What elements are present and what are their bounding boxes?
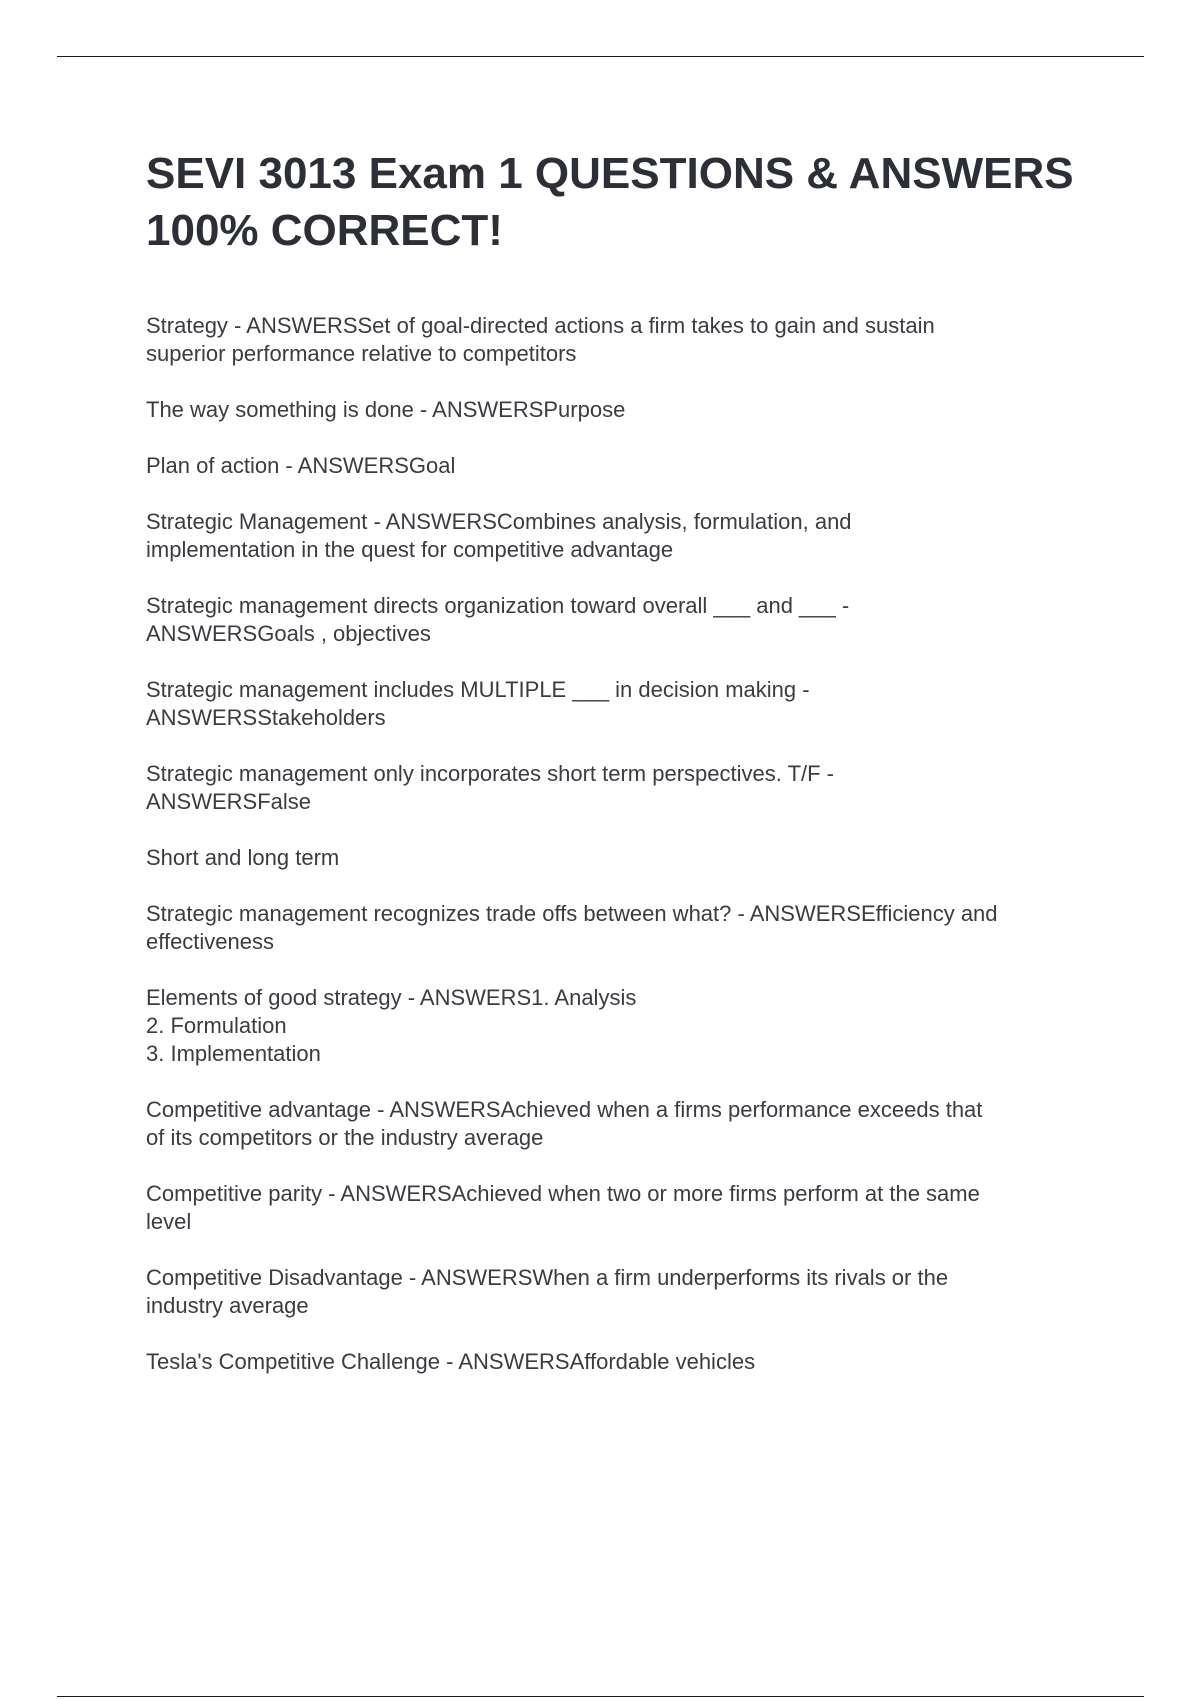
qa-entry-elements: Elements of good strategy - ANSWERS1. Analysis 2. Formulation 3. Implementation (146, 985, 637, 1066)
qa-entry-trade-offs: Strategic management recognizes trade offs between what? - ANSWERSEfficiency and effectiveness (146, 901, 998, 954)
qa-entry-true-false: Strategic management only incorporates short term perspectives. T/F - ANSWERSFalse (146, 761, 834, 814)
qa-entry-short-long-term: Short and long term (146, 845, 340, 870)
qa-entry-stakeholders: Strategic management includes MULTIPLE ___ in decision making - ANSWERSStakeholders (146, 677, 810, 730)
qa-entry-competitive-disadvantage: Competitive Disadvantage - ANSWERSWhen a firm underperforms its rivals or the industry average (146, 1265, 949, 1318)
qa-entry-strategic-management: Strategic Management - ANSWERSCombines analysis, formulation, and implementation in the quest for competitive advantage (146, 509, 852, 562)
qa-entry-purpose: The way something is done - ANSWERSPurpose (146, 397, 626, 422)
qa-entry-competitive-parity: Competitive parity - ANSWERSAchieved when two or more firms perform at the same level (146, 1181, 980, 1234)
footer-rule (57, 1696, 1144, 1697)
qa-entry-tesla: Tesla's Competitive Challenge - ANSWERSAffordable vehicles (146, 1349, 756, 1374)
qa-list (146, 312, 1086, 1404)
qa-entry-goals-objectives: Strategic management directs organization toward overall ___ and ___ - ANSWERSGoals , objectives (146, 593, 850, 646)
qa-entry-strategy: Strategy - ANSWERSSet of goal-directed actions a firm takes to gain and sustain superior performance relative to competitors (146, 313, 935, 366)
header-rule (57, 56, 1144, 57)
qa-entry-competitive-advantage: Competitive advantage - ANSWERSAchieved when a firms performance exceeds that of its competitors or the industry average (146, 1097, 983, 1150)
qa-entry-goal: Plan of action - ANSWERSGoal (146, 453, 456, 478)
document-title: SEVI 3013 Exam 1 QUESTIONS & ANSWERS 100% CORRECT! (146, 149, 1074, 255)
